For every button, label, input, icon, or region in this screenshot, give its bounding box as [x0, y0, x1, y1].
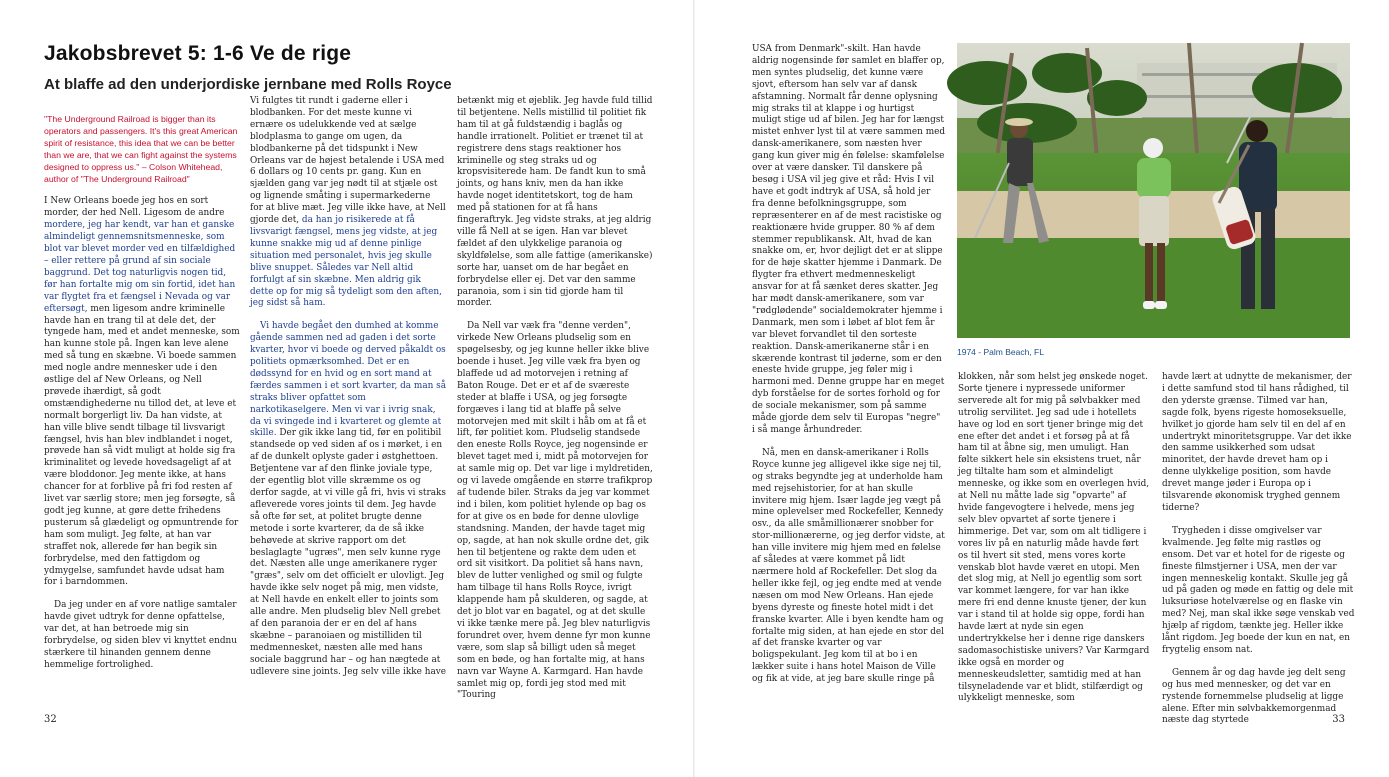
paragraph: Nå, men en dansk-amerikaner i Rolls Royce kunne jeg alligevel ikke sige nej til, og straks begyndte jeg at underholde ham med rejsehistorier, for at han skulle invitere mig hjem. Især lagde jeg vægt på mine oplevelser med Rockefeller, Kennedy osv., da alle småmillionærer snobber for stor-millionærerne, og jeg derfor vidste, at han ville invitere mig hjem med en følelse af således at være kommet på lidt nærmere hold af Rockefeller. Det slog da heller ikke fejl, og jeg endte med at vende næsen om mod New Orleans. Han ejede byens dyreste og fineste hotel midt i det franske kvarter. Alle i byen kendte ham og fortalte mig siden, at han ejede en stor del af det franske kvarter og var boligspekulant. Jeg kom til at bo i en lækker suite i hans hotel Maison de Ville og fik at vide, at jeg bare skulle ringe på	[752, 447, 945, 685]
paragraph	[250, 321, 446, 678]
paragraph: Gennem år og dag havde jeg delt seng og hus med mennesker, og det var en rystende fornemmelse pludselig at ligge alene. Efter min sølvbakkemorgenmad næste dag styrtede	[1162, 667, 1346, 726]
golf-photo-illustration	[957, 43, 1350, 338]
golf-photo	[957, 43, 1350, 338]
epigraph-quote: "The Underground Railroad is bigger than its operators and passengers. It's this great American spirit of resistance, this idea that we can be better than we are, that we can fight against the systems designed to oppress us." – Colson Whitehead, author of "The Underground Railroad"	[44, 114, 238, 184]
paragraph: havde lært at udnytte de mekanismer, der i dette samfund stod til hans rådighed, til den yderste grænse. Tilmed var han, sagde folk, byens rigeste homoseksuelle, hvilket jo gjorde ham selv til en del af en undertrykt minoritetsgruppe. Var det ikke den samme usikkerhed som udsat minoritet, der havde drevet ham op i denne ulykkelige position, som havde drevet mange jøder i Europa op i tilsvarende økonomisk tryghed gennem tiderne?	[1162, 372, 1352, 513]
left-column-1	[44, 114, 240, 704]
page-title: Jakobsbrevet 5: 1-6 Ve de rige	[44, 42, 352, 65]
text-run: I New Orleans boede jeg hos en sort morder, der hed Nell. Ligesom de andre	[44, 196, 225, 219]
page-number: 32	[44, 714, 57, 725]
page-subtitle: At blaffe ad den underjordiske jernbane med Rolls Royce	[44, 76, 452, 93]
right-column-1	[752, 44, 946, 704]
paragraph	[44, 196, 240, 589]
text-run: men ligesom andre kriminelle havde han en trang til at dele det, der tyngede ham, med et andet menneske, som han kunne stole på. Ingen kan leve alene med så tung en skæbne. Vi boede sammen med nogle andre mennesker ude i den østlige del af New Orleans, og Nell prøvede ihærdigt, så godt omstændighederne nu tillod det, at leve et normalt borgerligt liv. Da han vidste, at han ville blive sendt tilbage til livsvarigt fængsel, hvis han blev indblandet i noget, prøvede han så vidt muligt at holde sig fra kriminalitet og levede hovedsageligt af at være bloddonor. Jeg mente ikke, at hans chancer for at forblive på fri fod resten af livet var særlig store; men jeg forsøgte, så godt jeg kunne, at gøre dette frihedens pusterum så glædeligt og opmuntrende for ham som muligt. Jeg følte, at han var straffet nok, allerede før han begik sin forbrydelse, med den fattigdom og ydmygelse, samfundet havde udsat ham for i barndommen.	[44, 303, 240, 588]
page-number: 33	[1332, 714, 1345, 725]
text-run: Vi fulgtes tit rundt i gaderne eller i blodbanken. For det meste kunne vi ernære os udelukkende ved at sælge blodplasma to gange om ugen, da blodbankerne på det tidspunkt i New Orleans var de højest betalende i USA med 6 dollars og 10 cents pr. gang. Kun en sjælden gang var jeg nødt til at stjæle ost og lignende småting i supermarkederne for at blive mæt. Jeg ville ikke have, at Nell gjorde det,	[250, 96, 446, 226]
highlighted-text: da han jo risikerede at få livsvarigt fængsel, mens jeg vidste, at jeg kunne snakke mig ud af denne pinlige situation med personalet, hvis jeg skulle blive snuppet. Således var Nell altid forfulgt af sin skæbne. Men aldrig gik dette op for mig så tydeligt som den aften, jeg sidst så ham.	[250, 215, 442, 309]
text-run: Der gik ikke lang tid, før en politibil standsede op ved siden af os i mørket, i en af de dunkelt oplyste gader i østghettoen. Betjentene var af den flinke joviale type, der egentlig blot ville skræmme os og derfor sagde, at vi ville gå fri, hvis vi straks afleverede vores joints til dem. Jeg havde så ofte før set, at politet brugte denne metode i sorte kvarterer, da de så ikke behøvede at skrive rapport om det beslaglagte "ugræs", men selv kunne ryge det. Næsten alle unge amerikanere ryger "græs", selv om det officielt er ulovligt. Jeg havde ikke selv noget på mig, men vidste, at Nell havde en enkelt eller to joints som alle andre. Men pludselig blev Nell grebet af den paranoia der er en del af hans skæbne – paranoiaen og mistilliden til medmennesket, næsten alle med hans sociale baggrund har – og han nægtede at udlevere sine joints. Jeg selv ville ikke have	[250, 428, 446, 677]
right-page	[695, 0, 1389, 777]
paragraph: betænkt mig et øjeblik. Jeg havde fuld tillid til betjentene. Nells mistillid til politiet fik ham til at gå fuldstændig i baglås og handle irrationelt. Politiet er trænet til at registrere dens stags reaktioner hos kriminelle og steg straks ud og kropsvisiterede ham. De fandt kun to små joints, og hans kniv, men da han ikke havde noget identitetskort, tog de ham med på stationen for at få hans fingeraftryk. Jeg vidste straks, at jeg aldrig ville få Nell at se igen. Han var blevet fældet af den ulykkelige paranoia og skyldfølelse, som alle fattige (amerikanske) sorte har, uanset om de har begået en forbrydelse eller ej. Det var den samme paranoia, som i sin tid gjorde ham til morder.	[457, 96, 653, 309]
paragraph	[250, 96, 446, 310]
photo-caption: 1974 - Palm Beach, FL	[957, 347, 1044, 357]
paragraph: Da Nell var væk fra "denne verden", virkede New Orleans pludselig som en spøgelsesby, og jeg kunne heller ikke blive boende i huset. Jeg ville væk fra byen og blaffede ud ad motorvejen i retning af Baton Rouge. Det er et af de sværeste steder at blaffe i USA, og jeg forsøgte forgæves i lang tid at blaffe på selve motorvejen med mit skilt i håb om at få et lift, før politiet kom. Pludselig standsede den eneste Rolls Royce, jeg nogensinde er blevet taget med i, midt på motorvejen for at samle mig op. Det var lige i myldretiden, og vi lavede omgående en større trafikprop af tudende biler. Straks da jeg var kommet ind i bilen, kom politiet hylende op bag os for at give os en bøde for denne ulovlige standsning. Manden, der havde taget mig op, sagde, at han nok skulle ordne det, gik hen til betjentene og rakte dem uden et ord sit visitkort. Da politiet så hans navn, blev de lutter venlighed og smil og fulgte ham tilbage til hans Rolls Royce, ivrigt klappende ham på skulderen, og sagde, at det jo blot var en bagatel, og at det skulle vi ikke tænke mere på. Jeg blev naturligvis forundret over, hvem denne fyr mon kunne være, som slap så billigt uden så meget som en bøde, og han fortalte mig, at hans navn var Wayne A. Karmgard. Han havde samlet mig op, fordi jeg stod med mit "Touring	[457, 321, 653, 701]
highlighted-text: mordere, jeg har kendt, var han et ganske almindeligt gennemsnitsmenneske, som blot var blevet morder ved en tilfældighed – eller rettere på grund af sin sociale baggrund. Det tog naturligvis nogen tid, før han fortalte mig om sin fortid, idet han var flygtet fra et fængsel i Nevada og var eftersøgt,	[44, 220, 236, 314]
left-column-3	[457, 96, 653, 704]
paragraph: Trygheden i disse omgivelser var kvalmende. Jeg følte mig rastløs og ensom. Det var et hotel for de rigeste og fineste filmstjerner i USA, men der var ingen menneskelig kontakt. Skulle jeg gå ud på gaden og møde en fattig og dele mit luksuriøse hotelværelse og en flaske vin med? Nej, man skal ikke søge venskab ved hjælp af rigdom, tænkte jeg. Heller ikke lånt rigdom. Jeg boede der kun en nat, en frygtelig ensom nat.	[1162, 525, 1355, 655]
left-column-2	[250, 96, 446, 704]
paragraph: Da jeg under en af vore natlige samtaler havde givet udtryk for denne opfattelse, var det, at han betroede mig sin forbrydelse, og siden blev vi knyttet endnu stærkere til hinanden gennem denne hemmelige fortrolighed.	[44, 600, 237, 670]
highlighted-text: Vi havde begået den dumhed at komme gående sammen ned ad gaden i det sorte kvarter, hvor vi boede og derved påkaldt os politiets opmærksomhed. Det er en dødssynd for en hvid og en sort mand at færdes sammen i et sort kvarter, da man så straks bliver opfattet som narkotikaselgere. Men vi var i ivrig snak, da vi svingede ind i kvarteret og glemte at skille.	[250, 321, 447, 439]
paragraph: klokken, når som helst jeg ønskede noget. Sorte tjenere i nypressede uniformer serverede alt for mig på sølvbakker med utrolig servilitet. Jeg sad ude i hotellets have og lod en sort tjener bringe mig det ene efter det andet i et forsøg på at få ham til at åbne sig, men umuligt. Han følte sikkert hele sin eksistens truet, når jeg tiltalte ham som et almindeligt menneske, og ikke som en overlegen hvid, at Nell nu måtte lade sig "opvarte" af hvide fangevogtere i helvede, mens jeg selv blev opvartet af sorte tjenere i himmerige. Det var, som om alt tidligere i vores liv på en naturlig måde havde ført os til hvert sit sted, mens vores korte venskab blot havde været en utopi. Men det slog mig, at Nell jo egentlig som sort var kommet længere, for var han ikke mere fri end denne knuste tjener, der kun var i stand til at holde sig oppe, fordi han havde lært at nyde sin egen undertrykkelse her i denne rige danskers sadomasochistiske univers? Var Karmgard ikke også en morder og menneskeudsletter, samtidig med at han tilsyneladende var et blidt, stilfærdigt og ulykkeligt menneske, som	[958, 372, 1150, 704]
paragraph: USA from Denmark"-skilt. Han havde aldrig nogensinde før samlet en blaffer op, men syntes pludselig, det kunne være sjovt, eftersom han selv var af dansk afstamning. Normalt får denne oplysning mig straks til at klappe i og hurtigst muligt stige ud af bilen. Jeg har for længst mistet enhver lyst til at være sammen med dansk-amerikanere, som næsten hver gang kun giver mig én følelse: skamfølelse over at være dansker. Til danskere på besøg i USA vil jeg give et råd: Hvis I vil have et godt indtryk af USA, så hold jer fra denne befolkningsgruppe, som repræsenterer en af de mest racistiske og reaktionære hvide grupper. 80 % af dem stemmer republikansk. Alt, hvad de kan snakke om, er, hvor dejligt det er at slippe for de høje skatter hjemme i Danmark. De flygter fra ethvert medmenneskeligt ansvar for at få sænket deres skatter. Jeg har mødt dansk-amerikanere, som var "rødglødende" socialdemokrater hjemme i Danmark, men som i løbet af blot fem år var blevet forvandlet til den sorteste reaktion. Dansk-amerikanerne står i en skærende kontrast til jøderne, som er den eneste hvide gruppe, jeg føler mig i harmoni med. Denne gruppe har en meget dyb forståelse for de sortes forhold og for de sociale mekanismer, som på samme måde gjorde dem selv til Europas "negre" i så mange århundreder.	[752, 44, 946, 435]
left-page	[0, 0, 694, 777]
right-column-2	[958, 372, 1151, 704]
